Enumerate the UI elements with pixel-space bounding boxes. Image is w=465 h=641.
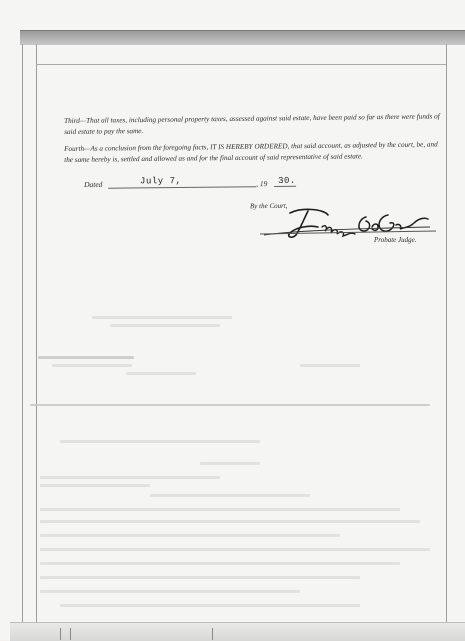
- signer-title: Probate Judge.: [374, 236, 417, 244]
- right-margin-rule: [446, 44, 447, 628]
- paragraph-third-text: Third—That all taxes, including personal property taxes, assessed against said estate, have been paid so far as there were funds of said estate to pay the same.: [64, 112, 440, 136]
- bottom-edge-strip: [10, 622, 465, 641]
- footer-tick: [212, 628, 213, 640]
- header-rule: [36, 64, 446, 65]
- date-underline: [108, 186, 256, 189]
- top-binding-strip: [20, 30, 465, 45]
- paragraph-third: [64, 111, 442, 138]
- dated-line-row: [84, 175, 344, 189]
- paragraph-fourth: [64, 139, 442, 166]
- footer-tick: [70, 628, 71, 640]
- by-the-court-label: By the Court,: [249, 201, 288, 211]
- year-value: 30.: [277, 175, 296, 186]
- paragraph-fourth-text: Fourth—As a conclusion from the foregoing facts, IT IS HEREBY ORDERED, that said account, as adjusted by the court, be, and the same hereby is, settled and allowed as and for the final account of said representative of said estate.: [64, 140, 438, 164]
- date-value: July 7,: [139, 175, 182, 187]
- left-margin-rule: [22, 44, 23, 628]
- dated-label: Dated: [84, 179, 103, 189]
- year-prefix: , 19: [256, 179, 268, 189]
- left-inner-margin-rule: [36, 44, 37, 628]
- footer-tick: [60, 628, 61, 640]
